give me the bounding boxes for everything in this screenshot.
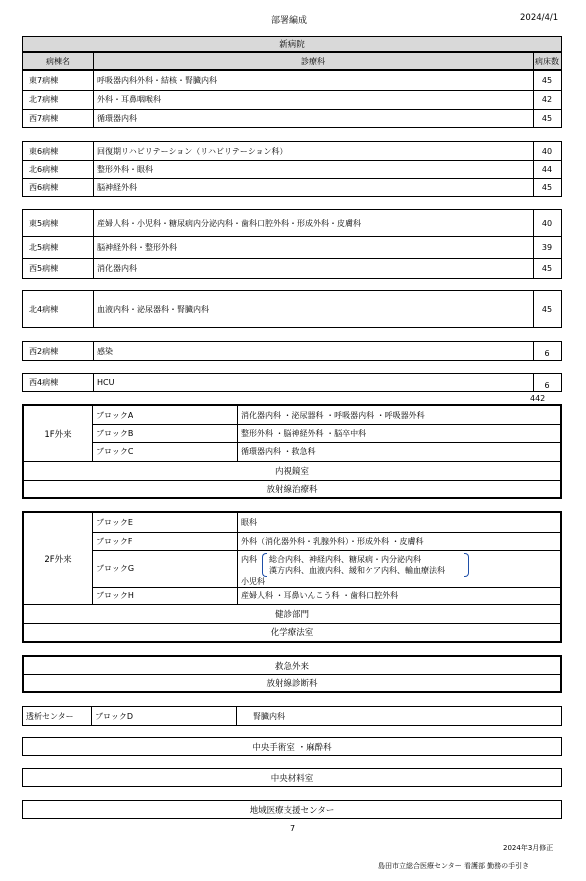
dialysis-center (22, 706, 562, 726)
header-dept: 診療科 (301, 56, 325, 66)
ward-group (22, 341, 562, 361)
page-number: 7 (290, 824, 296, 833)
block-d: ブロックD (95, 711, 133, 721)
block-a-depts: 消化器内科 ・泌尿器科 ・呼吸器内科 ・呼吸器外科 (241, 410, 425, 420)
block-g-main: 内科 (241, 555, 257, 564)
header-beds: 病床数 (535, 56, 559, 66)
total-beds: 442 (530, 394, 546, 403)
block-b: ブロックB (96, 428, 134, 438)
brace-left (262, 553, 267, 577)
table-row-beds: 45 (541, 182, 553, 192)
table-row-ward: 西4病棟 (29, 378, 59, 387)
regional-support-center: 地域医療支援センター (22, 800, 562, 819)
block-f-depts: 外科（消化器外科・乳腺外科）・形成外科 ・皮膚科 (241, 536, 424, 546)
block-g-extra: 小児科 (241, 577, 265, 586)
emergency-section (22, 655, 562, 693)
table-row-ward: 北4病棟 (29, 304, 59, 314)
ward-group (22, 70, 562, 128)
table-row-beds: 45 (541, 113, 553, 123)
radiation-therapy: 放射線治療科 (266, 484, 318, 495)
table-row-dept: 脳神経外科 (97, 182, 137, 192)
table-row-beds: 40 (541, 218, 553, 228)
source-note: 島田市立総合医療センター 看護部 勤務の手引き (378, 862, 530, 870)
page-title: 部署編成 (271, 16, 308, 26)
ward-group (22, 290, 562, 328)
block-h-depts: 産婦人科 ・耳鼻いんこう科 ・歯科口腔外科 (241, 591, 399, 600)
table-row-ward: 東6病棟 (29, 146, 59, 156)
brace-right (464, 553, 469, 577)
block-b-depts: 整形外科 ・脳神経外科 ・脳卒中科 (241, 428, 367, 438)
dialysis-dept: 腎臓内科 (253, 711, 285, 721)
block-f: ブロックF (96, 536, 133, 546)
table-row-dept: 脳神経外科・整形外科 (97, 242, 177, 252)
table-row-ward: 北6病棟 (29, 164, 59, 174)
outpatient-2f (22, 511, 562, 643)
table-row-beds: 39 (541, 242, 553, 252)
chemotherapy-room: 化学療法室 (270, 628, 314, 638)
table-row-dept: 消化器内科 (97, 263, 137, 273)
block-g-sub2: 漢方内科、血液内科、緩和ケア内科、輸血療法科 (269, 566, 445, 575)
endoscopy-room: 内視鏡室 (274, 466, 309, 477)
ward-group (22, 141, 562, 197)
dialysis-label: 透析センター (26, 711, 74, 721)
table-row-beds: 42 (541, 95, 553, 104)
block-h: ブロックH (96, 591, 134, 600)
header-ward: 病棟名 (46, 56, 70, 66)
table-row-ward: 北5病棟 (29, 242, 59, 252)
table-row-dept: 循環器内科 (97, 113, 137, 123)
table-row-ward: 西5病棟 (29, 263, 59, 273)
table-row-dept: 整形外科・眼科 (97, 164, 153, 174)
ward-header-row (22, 52, 562, 70)
table-row-dept: 外科・耳鼻咽喉科 (97, 95, 161, 104)
table-row-beds: 6 (544, 381, 550, 390)
table-row-dept: 回復期リハビリテーション（リハビリテーション科） (97, 146, 288, 156)
table-row-ward: 東5病棟 (29, 218, 59, 228)
table-row-ward: 西7病棟 (29, 113, 59, 123)
block-c: ブロックC (96, 447, 134, 456)
table-row-beds: 45 (541, 263, 553, 273)
revised-date: 2024年3月修正 (503, 844, 554, 852)
block-g: ブロックG (96, 564, 135, 573)
table-row-beds: 45 (541, 76, 553, 85)
emergency-outpatient: 救急外来 (274, 661, 309, 672)
table-row-ward: 東7病棟 (29, 76, 59, 85)
health-checkup: 健診部門 (274, 609, 309, 620)
outpatient-1f (22, 404, 562, 499)
table-row-ward: 西6病棟 (29, 182, 59, 192)
block-e-depts: 眼科 (241, 518, 257, 527)
radiology-diagnosis: 放射線診断科 (266, 678, 318, 689)
block-e: ブロックE (96, 518, 133, 527)
outpatient-1f-label: 1F外来 (44, 429, 72, 440)
table-row-beds: 6 (544, 348, 550, 358)
table-row-dept: HCU (97, 378, 115, 387)
ward-group (22, 373, 562, 392)
table-row-dept: 感染 (97, 346, 113, 356)
date: 2024/4/1 (520, 13, 559, 23)
block-a: ブロックA (96, 410, 134, 420)
table-row-dept: 呼吸器内科外科・結核・腎臓内科 (97, 76, 217, 85)
block-g-sub1: 総合内科、神経内科、糖尿病・内分泌内科 (269, 555, 421, 564)
table-row-ward: 西2病棟 (29, 346, 59, 356)
table-row-beds: 45 (541, 304, 553, 314)
block-c-depts: 循環器内科 ・救急科 (241, 447, 316, 456)
table-row-beds: 44 (541, 164, 553, 174)
outpatient-2f-label: 2F外来 (44, 554, 72, 565)
table-row-dept: 産婦人科・小児科・糖尿病内分泌内科・歯科口腔外科・形成外科・皮膚科 (97, 218, 361, 228)
table-row-ward: 北7病棟 (29, 95, 59, 104)
ward-table-title: 新病院 (22, 36, 562, 52)
ward-group (22, 209, 562, 279)
table-row-beds: 40 (541, 146, 553, 156)
table-row-dept: 血液内科・泌尿器科・腎臓内科 (97, 304, 209, 314)
central-supply: 中央材料室 (22, 768, 562, 787)
central-surgery: 中央手術室 ・麻酔科 (22, 737, 562, 756)
